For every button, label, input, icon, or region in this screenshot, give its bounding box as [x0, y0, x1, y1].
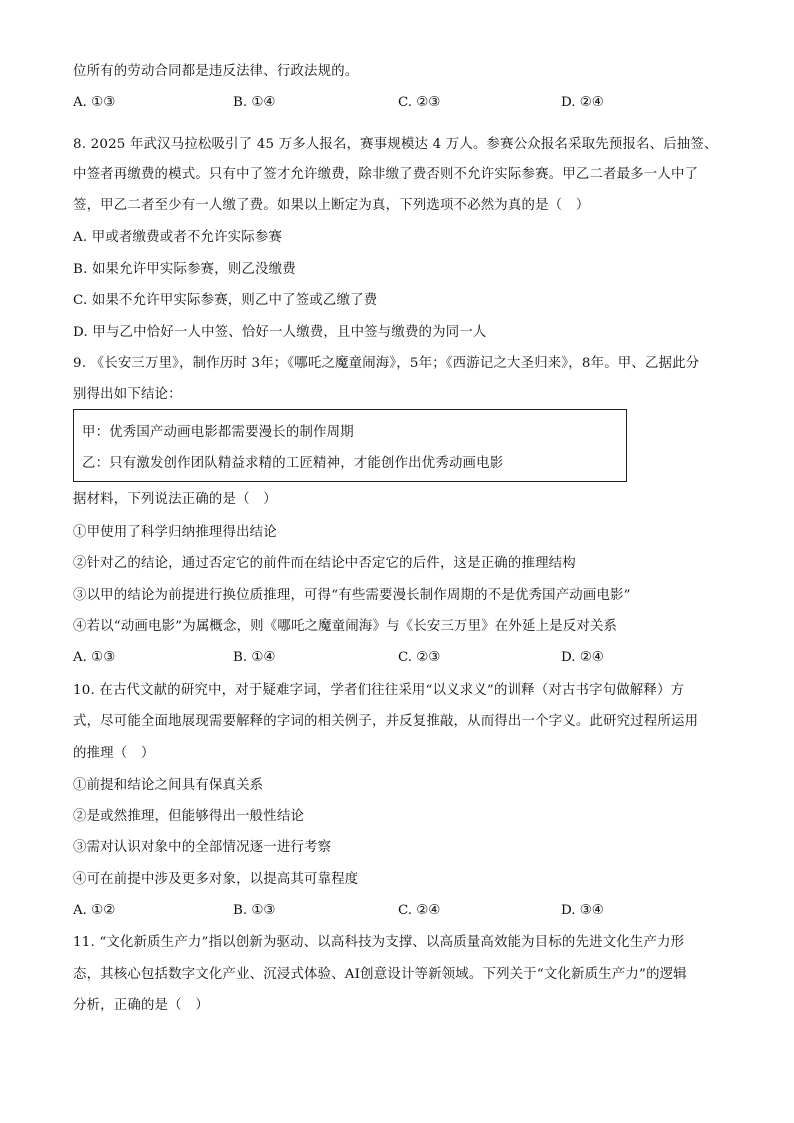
q10-stem-line-2: 式，尽可能全面地展现需要解释的字词的相关例子，并反复推敲，从而得出一个字义。此研究过程所运用 — [73, 714, 699, 729]
q8-stem-line-3: 签，甲乙二者至少有一人缴了费。如果以上断定为真，下列选项不必然为真的是（ ） — [73, 198, 590, 213]
q9-prompt: 据材料，下列说法正确的是（ ） — [73, 492, 277, 507]
q11-stem-line-1: 11. “文化新质生产力”指以创新为驱动、以高科技为支撑、以高质量高效能为目标的先进文化生产力形 — [73, 935, 685, 950]
q9-option-b: B. ①④ — [233, 650, 276, 665]
q10-statement-1: ①前提和结论之间具有保真关系 — [73, 778, 264, 793]
q10-statement-2: ②是或然推理，但能够得出一般性结论 — [73, 809, 305, 824]
q9-statement-3: ③以甲的结论为前提进行换位质推理，可得“有些需要漫长制作周期的不是优秀国产动画电影” — [73, 588, 631, 603]
q9-option-d: D. ②④ — [561, 650, 604, 665]
q9-options — [73, 649, 733, 667]
q9-stem-line-2: 别得出如下结论： — [73, 387, 182, 402]
q8-stem-line-1: 8. 2025 年武汉马拉松吸引了 45 万多人报名，赛事规模达 4 万人。参赛公众报名采取先预报名、后抽签、 — [73, 137, 718, 152]
q10-options — [73, 902, 733, 920]
q10-statement-4: ④可在前提中涉及更多对象，以提高其可靠程度 — [73, 872, 359, 887]
q10-stem-line-1: 10. 在古代文献的研究中，对于疑难字词，学者们往往采用“以义求义”的训释（对古书字句做解释）方 — [73, 683, 685, 698]
q9-option-a: A. ①③ — [73, 650, 116, 665]
q10-stem-line-3: 的推理（ ） — [73, 746, 155, 761]
q10-option-c: C. ②④ — [398, 903, 441, 918]
q8-option-a: A. 甲或者缴费或者不允许实际参赛 — [73, 230, 283, 245]
q7-options — [73, 94, 733, 112]
q10-statement-3: ③需对认识对象中的全部情况逐一进行考察 — [73, 840, 332, 855]
q10-option-b: B. ①③ — [233, 903, 276, 918]
q9-box-line-jia: 甲：优秀国产动画电影都需要漫长的制作周期 — [82, 425, 354, 440]
q8-option-d: D. 甲与乙中恰好一人中签、恰好一人缴费，且中签与缴费的为同一人 — [73, 325, 487, 340]
q10-option-d: D. ③④ — [561, 903, 604, 918]
q9-statement-4: ④若以“动画电影”为属概念，则《哪吒之魔童闹海》与《长安三万里》在外延上是反对关系 — [73, 619, 618, 634]
q8-option-c: C. 如果不允许甲实际参赛，则乙中了签或乙缴了费 — [73, 293, 378, 308]
q11-stem-line-3: 分析，正确的是（ ） — [73, 998, 209, 1013]
q7-option-b: B. ①④ — [233, 95, 276, 110]
q8-stem-line-2: 中签者再缴费的模式。只有中了签才允许缴费，除非缴了费否则不允许实际参赛。甲乙二者最多一人中了 — [73, 167, 699, 182]
q9-statement-1: ①甲使用了科学归纳推理得出结论 — [73, 525, 277, 540]
q7-option-a: A. ①③ — [73, 95, 116, 110]
q10-option-a: A. ①② — [73, 903, 116, 918]
q9-option-c: C. ②③ — [398, 650, 441, 665]
q7-option-d: D. ②④ — [561, 95, 604, 110]
q9-statement-2: ②针对乙的结论，通过否定它的前件而在结论中否定它的后件，这是正确的推理结构 — [73, 556, 576, 571]
q9-stem-line-1: 9. 《长安三万里》，制作历时 3年；《哪吒之魔童闹海》，5年；《西游记之大圣归来》，8年。甲、乙据此分 — [73, 356, 700, 371]
q8-option-b: B. 如果允许甲实际参赛，则乙没缴费 — [73, 262, 296, 277]
q9-material-box — [73, 409, 627, 482]
q11-stem-line-2: 态，其核心包括数字文化产业、沉浸式体验、AI创意设计等新领域。下列关于“文化新质生产力”的逻辑 — [73, 967, 687, 982]
continued-text: 位所有的劳动合同都是违反法律、行政法规的。 — [73, 64, 359, 79]
q9-box-line-yi: 乙：只有激发创作团队精益求精的工匠精神，才能创作出优秀动画电影 — [82, 456, 504, 471]
q7-option-c: C. ②③ — [398, 95, 441, 110]
